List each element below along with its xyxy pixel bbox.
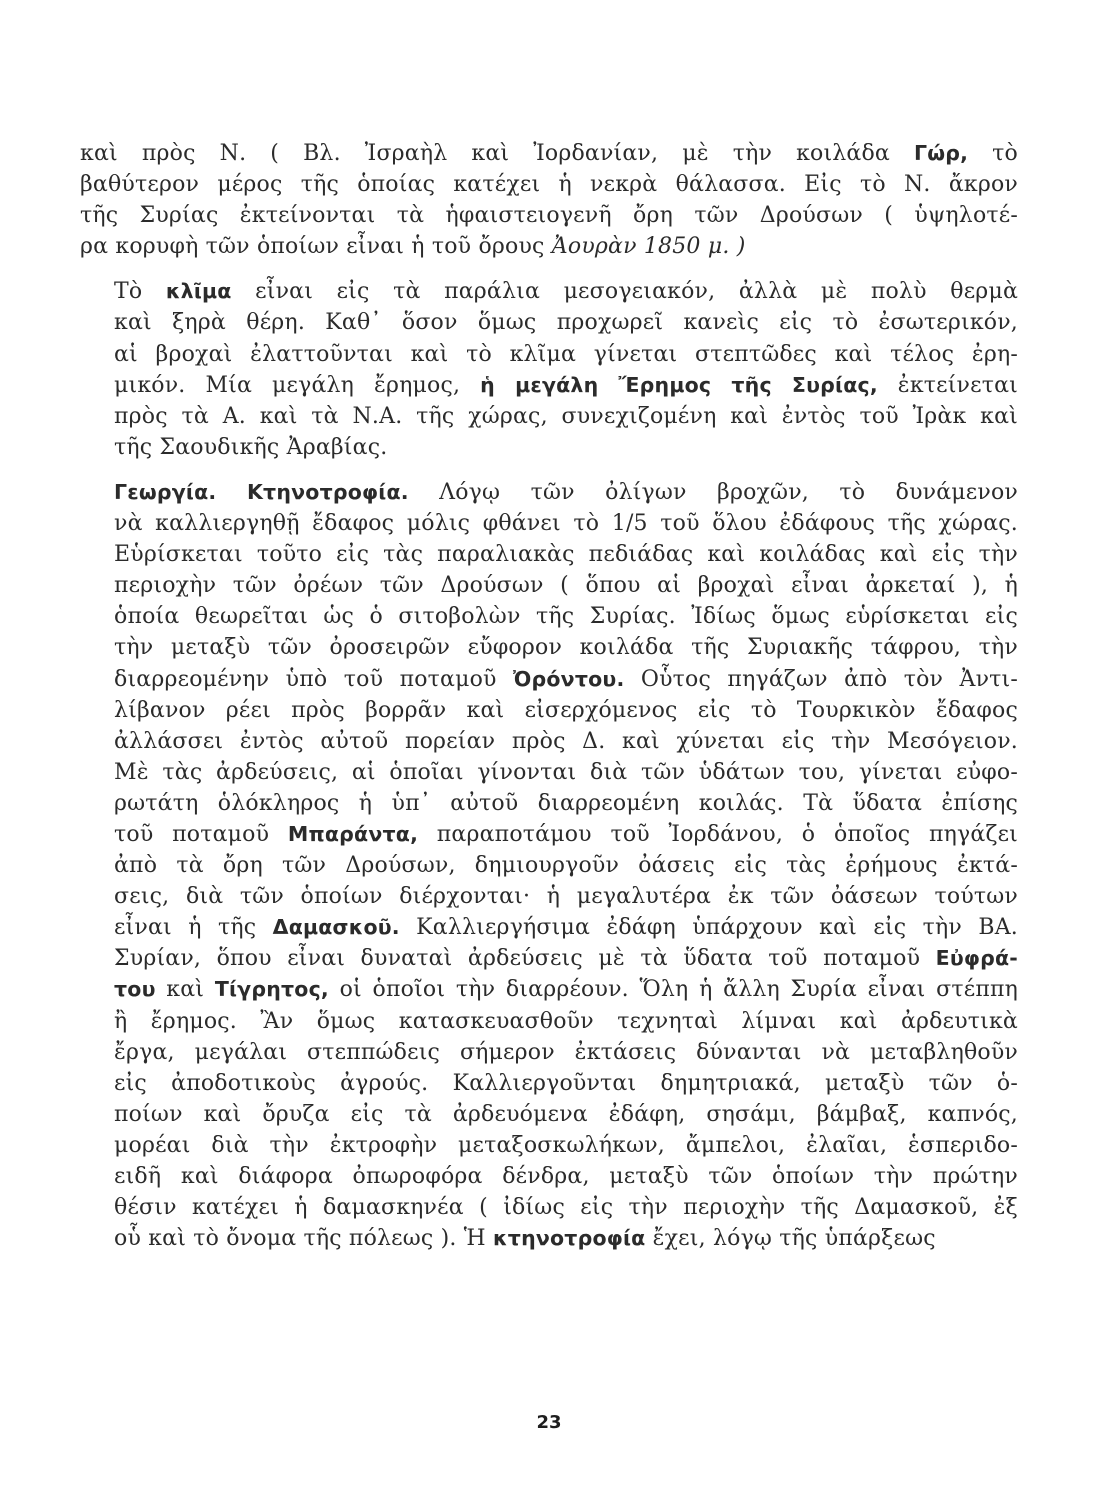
text-run: ἀλλάσσει ἐντὸς αὐτοῦ πορείαν πρὸς Δ. καὶ χύνεται εἰς τὴν Μεσόγειον. — [114, 728, 1018, 754]
text-run: καὶ πρὸς Ν. ( Βλ. Ἰσραὴλ καὶ Ἰορδανίαν, μὲ τὴν κοιλάδα — [80, 141, 914, 166]
text-run: ἀπὸ τὰ ὄρη τῶν Δρούσων, δημιουργοῦν ὀάσεις εἰς τὰς ἐρήμους ἐκτά- — [114, 853, 1018, 879]
text-line — [80, 370, 1018, 401]
text-line — [80, 632, 1018, 663]
text-line — [80, 943, 1018, 974]
bold-term: του — [114, 977, 156, 1002]
text-line — [80, 539, 1018, 570]
text-run: περιοχὴν τῶν ὀρέων τῶν Δρούσων ( ὅπου αἱ βροχαὶ εἶναι ἀρκεταί ), ἡ — [114, 573, 1018, 599]
text-line — [80, 664, 1018, 695]
text-run: τὴν μεταξὺ τῶν ὀροσειρῶν εὔφορον κοιλάδα τῆς Συριακῆς τάφρου, τὴν — [114, 635, 1018, 661]
text-run: σεις, διὰ τῶν ὁποίων διέρχονται· ἡ μεγαλυτέρα ἐκ τῶν ὀάσεων τούτων — [114, 884, 1018, 910]
text-run: βαθύτερον μέρος τῆς ὁποίας κατέχει ἡ νεκρὰ θάλασσα. Εἰς τὸ Ν. ἄκρον — [80, 172, 1018, 198]
text-run: Μὲ τὰς ἀρδεύσεις, αἱ ὁποῖαι γίνονται διὰ τῶν ὑδάτων του, γίνεται εὐφο- — [114, 759, 1018, 785]
text-run: Οὗτος πηγάζων ἀπὸ τὸν Ἀντι- — [624, 666, 1018, 692]
text-line — [80, 138, 1018, 169]
text-run: ποίων καὶ ὄρυζα εἰς τὰ ἀρδευόμενα ἐδάφη, σησάμι, βάμβαξ, καπνός, — [114, 1101, 1018, 1127]
text-run: εἰς ἀποδοτικοὺς ἀγρούς. Καλλιεργοῦνται δημητριακά, μεταξὺ τῶν ὁ- — [114, 1070, 1018, 1096]
bold-term: Εὐφρά- — [935, 946, 1018, 971]
paragraph-climate — [80, 276, 1018, 463]
text-run: ειδῆ καὶ διάφορα ὀπωροφόρα δένδρα, μεταξὺ τῶν ὁποίων τὴν πρώτην — [114, 1164, 1018, 1189]
text-line — [80, 726, 1018, 757]
text-run: τὸ — [968, 141, 1018, 166]
text-line — [80, 1037, 1018, 1068]
text-line — [80, 1161, 1018, 1192]
text-line — [80, 276, 1018, 307]
text-line — [80, 432, 1018, 463]
text-line — [80, 307, 1018, 338]
text-run: εἶναι ἡ τῆς — [114, 915, 273, 941]
text-line — [80, 339, 1018, 370]
text-line — [80, 1130, 1018, 1161]
bold-term: Ὀρόντου. — [513, 666, 625, 691]
bold-term: κλῖμα — [165, 279, 232, 304]
text-line — [80, 1068, 1018, 1099]
text-run: πρὸς τὰ Α. καὶ τὰ Ν.Α. τῆς χώρας, συνεχιζομένη καὶ ἐντὸς τοῦ Ἰρὰκ καὶ — [114, 403, 1018, 429]
text-line — [80, 1006, 1018, 1037]
text-run: οἱ ὁποῖοι τὴν διαρρέουν. Ὅλη ἡ ἄλλη Συρία εἶναι στέππη — [328, 977, 1019, 1003]
text-line — [80, 695, 1018, 726]
text-run: ἔργα, μεγάλαι στεππώδεις σήμερον ἐκτάσεις δύνανται νὰ μεταβληθοῦν — [114, 1039, 1018, 1065]
text-line — [80, 757, 1018, 788]
text-run: Εὑρίσκεται τοῦτο εἰς τὰς παραλιακὰς πεδιάδας καὶ κοιλάδας καὶ εἰς τὴν — [114, 542, 1018, 568]
text-line — [80, 788, 1018, 819]
text-line — [80, 601, 1018, 632]
text-line — [80, 477, 1018, 508]
text-run: μορέαι διὰ τὴν ἐκτροφὴν μεταξοσκωλήκων, ἄμπελοι, ἐλαῖαι, ἑσπεριδο- — [114, 1132, 1018, 1158]
text-line — [80, 231, 1018, 262]
bold-term: Μπαράντα, — [287, 821, 419, 846]
text-run: νὰ καλλιεργηθῇ ἔδαφος μόλις φθάνει τὸ 1/5 τοῦ ὅλου ἐδάφους τῆς χώρας. — [114, 511, 1018, 537]
text-run: Καλλιεργήσιμα ἐδάφη ὑπάρχουν καὶ εἰς τὴν ΒΑ. — [399, 915, 1018, 941]
text-run: καὶ — [155, 977, 215, 1003]
text-run: αἱ βροχαὶ ἐλαττοῦνται καὶ τὸ κλῖμα γίνεται στεπτῶδες καὶ τέλος ἐρη- — [114, 341, 1018, 367]
text-run: μικόν. Μία μεγάλη ἔρημος, — [114, 372, 481, 398]
page-number: 23 — [536, 1412, 562, 1433]
text-run: τῆς Συρίας ἐκτείνονται τὰ ἡφαιστειογενῆ ὄρη τῶν Δρούσων ( ὑψηλοτέ- — [80, 203, 1018, 229]
text-run: τῆς Σαουδικῆς Ἀραβίας. — [114, 434, 388, 460]
text-run: παραποτάμου τοῦ Ἰορδάνου, ὁ ὁποῖος πηγάζει — [418, 821, 1019, 847]
text-line — [80, 819, 1018, 850]
text-run: οὗ καὶ τὸ ὄνομα τῆς πόλεως ). Ἡ — [114, 1226, 494, 1252]
bold-term: κτηνοτροφία — [493, 1226, 646, 1251]
text-line — [80, 974, 1018, 1005]
text-run: ἢ ἔρημος. Ἂν ὅμως κατασκευασθοῦν τεχνηταὶ λίμναι καὶ ἀρδευτικὰ — [114, 1008, 1018, 1034]
text-line — [80, 169, 1018, 200]
text-line — [80, 508, 1018, 539]
text-line — [80, 1192, 1018, 1223]
bold-term: Δαμασκοῦ. — [272, 915, 400, 940]
text-run: Συρίαν, ὅπου εἶναι δυναταὶ ἀρδεύσεις μὲ τὰ ὕδατα τοῦ ποταμοῦ — [114, 946, 936, 972]
text-run: καὶ ξηρὰ θέρη. Καθ᾿ ὅσον ὅμως προχωρεῖ κανεὶς εἰς τὸ ἐσωτερικόν, — [114, 310, 1018, 336]
text-run: Λόγῳ τῶν ὀλίγων βροχῶν, τὸ δυνάμενον — [408, 479, 1018, 505]
text-line — [80, 401, 1018, 432]
italic-text: Ἀουρὰν 1850 μ. ) — [551, 234, 746, 260]
text-run: ρωτάτη ὁλόκληρος ἡ ὑπ᾿ αὐτοῦ διαρρεομένη κοιλάς. Τὰ ὕδατα ἐπίσης — [114, 790, 1018, 816]
bold-term: Γεωργία. Κτηνοτροφία. — [114, 479, 409, 504]
text-run: λίβανον ρέει πρὸς βορρᾶν καὶ εἰσερχόμενος εἰς τὸ Τουρκικὸν ἔδαφος — [114, 697, 1018, 723]
text-run: ὁποία θεωρεῖται ὡς ὁ σιτοβολὼν τῆς Συρίας. Ἰδίως ὅμως εὑρίσκεται εἰς — [114, 604, 1018, 630]
text-run: τοῦ ποταμοῦ — [114, 821, 288, 847]
text-line — [80, 200, 1018, 231]
paragraph-agriculture — [80, 477, 1018, 1254]
text-run: Τὸ — [114, 279, 166, 305]
bold-term: Τίγρητος, — [214, 977, 329, 1002]
bold-term: ἡ μεγάλη Ἔρημος τῆς Συρίας, — [480, 372, 878, 397]
text-line — [80, 1099, 1018, 1130]
text-run: ρα κορυφὴ τῶν ὁποίων εἶναι ἡ τοῦ ὄρους — [80, 234, 552, 260]
text-run: θέσιν κατέχει ἡ δαμασκηνέα ( ἰδίως εἰς τὴν περιοχὴν τῆς Δαμασκοῦ, ἐξ — [114, 1195, 1018, 1221]
text-run: ἐκτείνεται — [877, 372, 1018, 398]
text-run: διαρρεομένην ὑπὸ τοῦ ποταμοῦ — [114, 666, 514, 692]
bold-term: Γώρ, — [914, 141, 969, 165]
text-run: ἔχει, λόγῳ τῆς ὑπάρξεως — [645, 1226, 936, 1252]
text-line — [80, 912, 1018, 943]
text-line — [80, 570, 1018, 601]
text-line — [80, 881, 1018, 912]
text-run: εἶναι εἰς τὰ παράλια μεσογειακόν, ἀλλὰ μὲ πολὺ θερμὰ — [231, 279, 1018, 305]
text-line — [80, 850, 1018, 881]
paragraph-geography-south — [80, 138, 1018, 262]
text-line — [80, 1223, 1018, 1254]
page-body — [80, 138, 1018, 1254]
